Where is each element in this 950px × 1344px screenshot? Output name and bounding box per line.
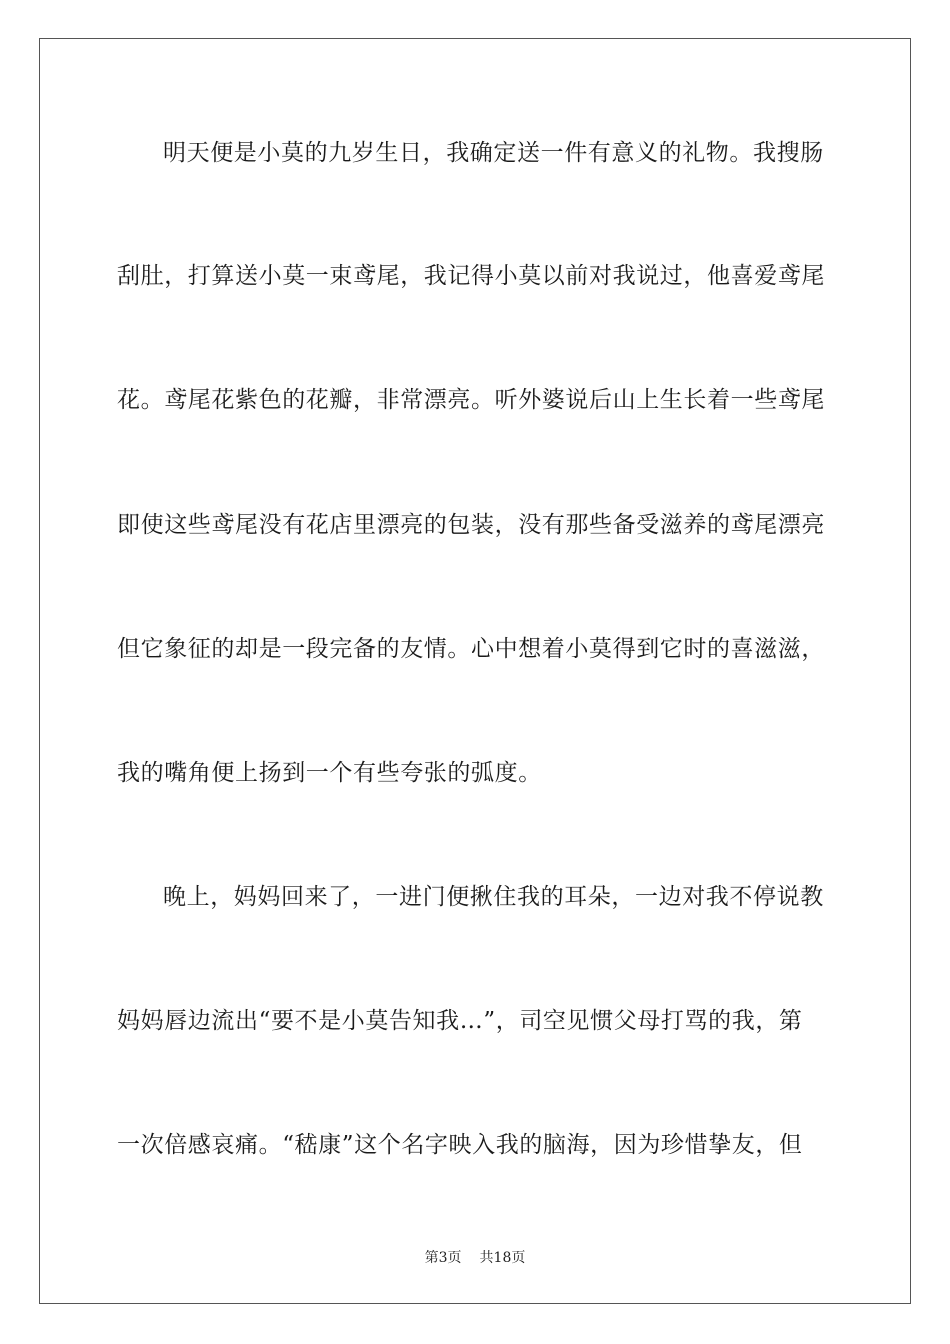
- paragraph-line-2: 刮肚，打算送小莫一束鸢尾，我记得小莫以前对我说过，他喜爱鸢尾: [117, 263, 825, 289]
- paragraph-line-3: 花。鸢尾花紫色的花瓣，非常漂亮。听外婆说后山上生长着一些鸢尾: [117, 387, 825, 413]
- paragraph-line-7: 晚上，妈妈回来了，一进门便揪住我的耳朵，一边对我不停说教: [163, 884, 824, 910]
- paragraph-line-6: 我的嘴角便上扬到一个有些夸张的弧度。: [117, 760, 542, 786]
- paragraph-line-1: 明天便是小莫的九岁生日，我确定送一件有意义的礼物。我搜肠: [163, 140, 824, 166]
- page-footer: [0, 1247, 950, 1267]
- paragraph-line-4: 即使这些鸢尾没有花店里漂亮的包装，没有那些备受滋养的鸢尾漂亮: [117, 512, 825, 538]
- paragraph-line-9: 一次倍感哀痛。“嵇康”这个名字映入我的脑海，因为珍惜挚友，但: [117, 1132, 803, 1158]
- paragraph-line-5: 但它象征的却是一段完备的友情。心中想着小莫得到它时的喜滋滋，: [117, 636, 825, 662]
- page-frame: [39, 38, 911, 1304]
- page-total: 共18页: [479, 1250, 526, 1266]
- paragraph-line-8: 妈妈唇边流出“要不是小莫告知我…”，司空见惯父母打骂的我，第: [117, 1008, 803, 1034]
- page-number: 第3页: [424, 1250, 462, 1266]
